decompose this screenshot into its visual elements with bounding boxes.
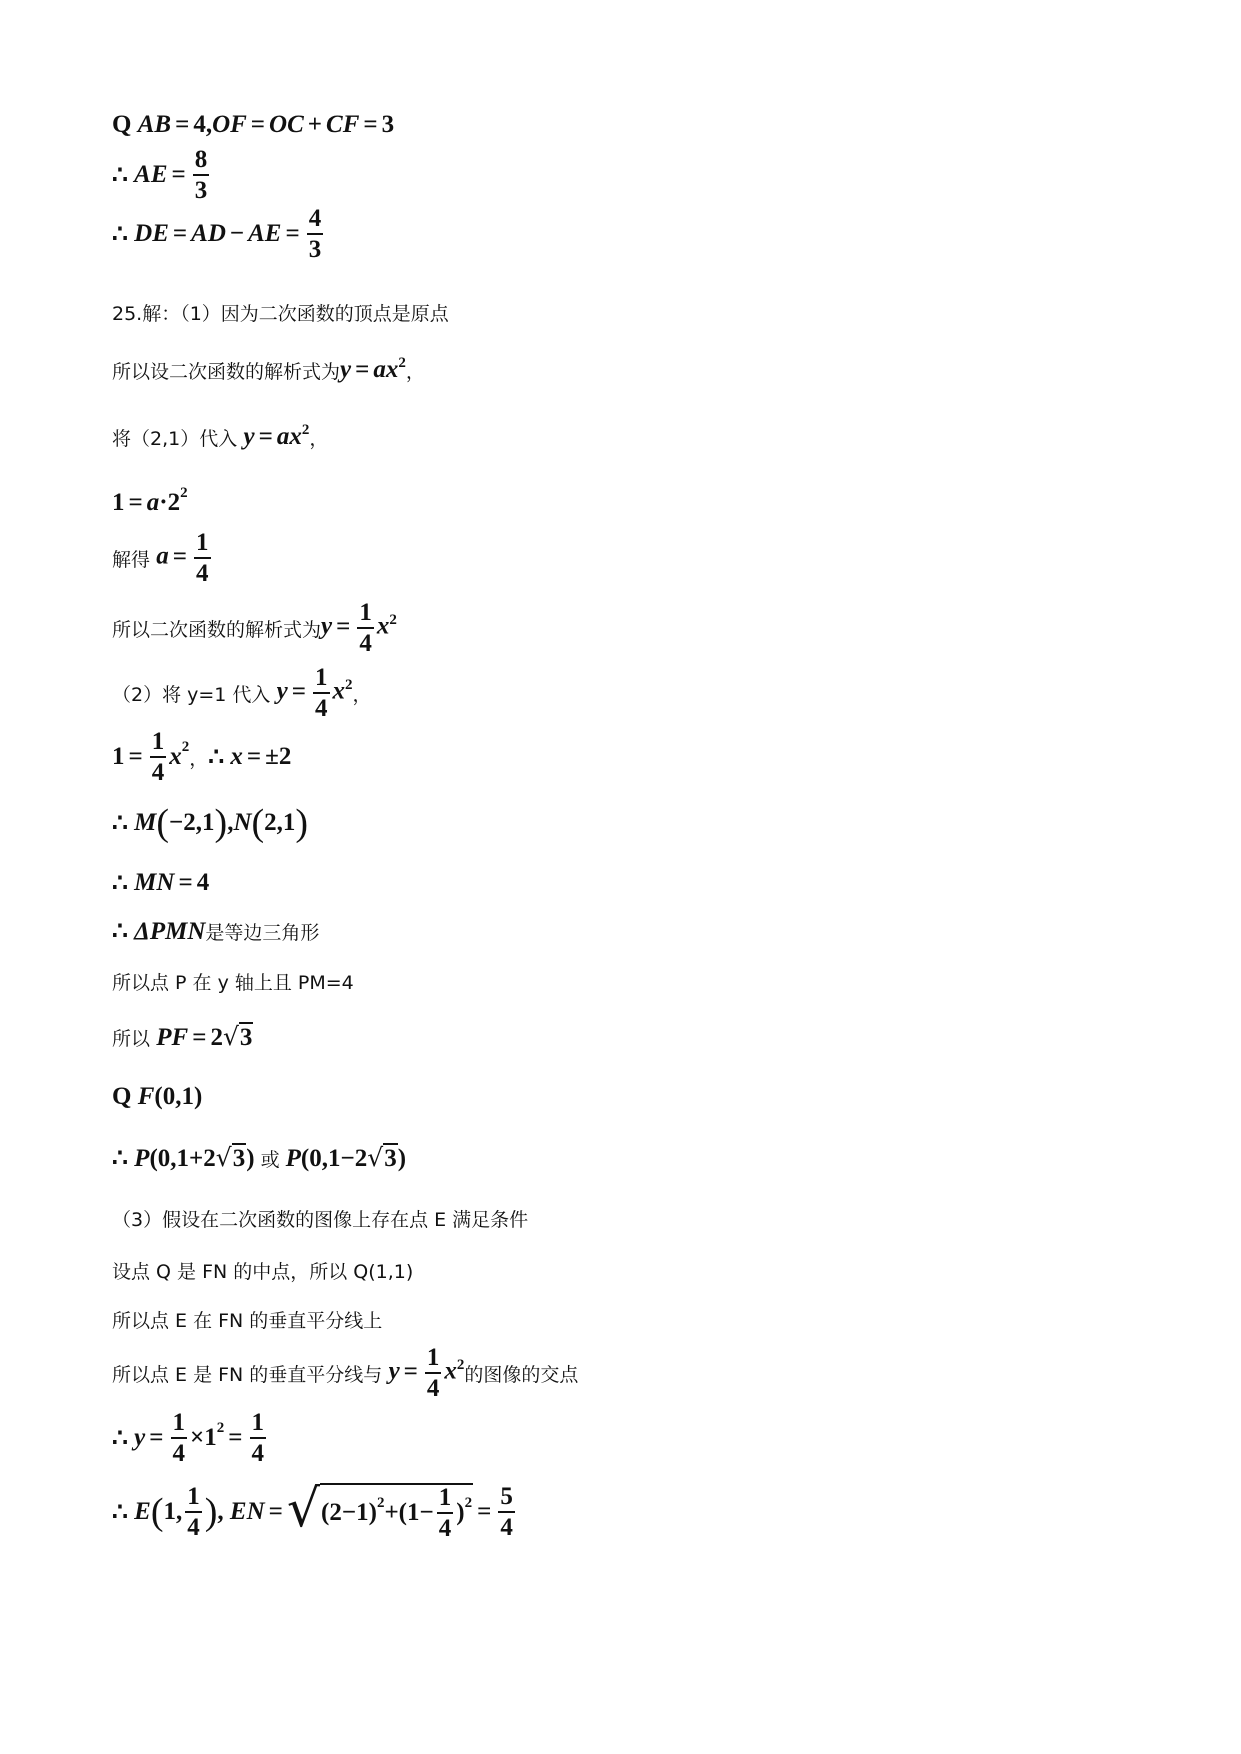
paren: ) [397, 1145, 407, 1172]
numerator: 5 [498, 1484, 515, 1513]
text: 所以二次函数的解析式为 [112, 618, 322, 641]
math-num: (2−1) [321, 1499, 377, 1526]
math-var: PF [156, 1024, 189, 1051]
solution-line-15 [112, 951, 354, 1011]
therefore-symbol: ∴ [112, 1425, 128, 1452]
math-op: = [250, 111, 266, 138]
because-symbol: Q [112, 111, 132, 138]
paren: ) [456, 1499, 465, 1526]
math-var: y [243, 423, 255, 450]
denominator: 4 [426, 1375, 440, 1402]
math-op: = [128, 743, 143, 770]
therefore-symbol: ∴ [112, 221, 128, 248]
solution-line-11 [112, 727, 291, 787]
math-var: P [134, 1145, 150, 1172]
fraction [250, 1410, 267, 1466]
math-op: , [227, 809, 234, 836]
denominator: 4 [196, 560, 209, 587]
math-op: = [291, 677, 307, 705]
math-num: 2,1 [264, 809, 296, 836]
math-num: (0,1) [154, 1083, 203, 1110]
math-op: = [128, 489, 143, 516]
math-var: AD [191, 220, 226, 247]
solution-line-23 [112, 1408, 269, 1468]
fraction [425, 1345, 442, 1401]
paren: ( [251, 802, 265, 844]
exponent: 2 [301, 422, 310, 438]
math-num: (0,1+2 [149, 1145, 216, 1172]
math-var: x [169, 743, 182, 770]
solution-line-6 [112, 407, 328, 467]
square-root [216, 1143, 246, 1173]
solution-line-18 [112, 1128, 406, 1188]
math-num: 2 [167, 489, 181, 516]
solution-line-22 [112, 1343, 578, 1403]
numerator: 8 [193, 147, 210, 176]
math-var: y [134, 1424, 146, 1451]
solution-line-3 [112, 204, 326, 264]
numerator: 1 [194, 530, 211, 559]
denominator: 4 [500, 1514, 513, 1541]
denominator: 4 [151, 759, 165, 786]
text: （3）假设在二次函数的图像上存在点 E 满足条件 [112, 1208, 529, 1231]
radicand: 3 [232, 1145, 246, 1172]
denominator: 4 [359, 630, 372, 657]
radicand: 3 [239, 1024, 253, 1051]
text: ， [405, 360, 425, 383]
text: （2）将 y=1 代入 [112, 683, 271, 706]
math-var: EN [229, 1498, 265, 1525]
math-num: 1 [112, 743, 125, 770]
text: 设点 Q 是 FN 的中点，所以 Q(1,1) [112, 1260, 414, 1283]
denominator: 4 [438, 1515, 452, 1542]
solution-line-2 [112, 145, 212, 205]
math-var: x [376, 612, 390, 640]
text: 所以 [112, 1027, 151, 1050]
fraction [307, 206, 324, 262]
math-var: F [137, 1083, 155, 1110]
text: 是等边三角形 [205, 921, 320, 944]
numerator: 1 [357, 600, 374, 629]
paren: ) [214, 802, 228, 844]
numerator: 4 [307, 206, 324, 235]
math-op: = [228, 1424, 243, 1451]
math-op: = [285, 220, 300, 247]
fraction [498, 1484, 515, 1540]
math-var: y [276, 677, 288, 705]
square-root [223, 1022, 253, 1052]
denominator: 4 [251, 1440, 265, 1467]
math-op: = [355, 356, 370, 383]
numerator: 1 [150, 729, 167, 758]
text: 将（2,1）代入 [112, 427, 238, 450]
therefore-symbol: ∴ [112, 810, 128, 837]
text: 所以点 P 在 y 轴上且 PM=4 [112, 971, 354, 994]
text: ， [352, 683, 372, 706]
math-op: = [149, 1424, 164, 1451]
numerator: 1 [437, 1485, 454, 1514]
math-op: + [307, 111, 323, 138]
text: ， [309, 427, 329, 450]
therefore-symbol: ∴ [112, 1499, 128, 1526]
math-var: ax [373, 356, 399, 383]
paren: ( [150, 1491, 164, 1533]
math-op: = [246, 743, 262, 770]
solution-line-9 [112, 598, 397, 658]
solution-line-17 [112, 1067, 202, 1127]
math-num: 1 [112, 489, 125, 516]
solution-line-24 [112, 1479, 518, 1542]
math-op: = [172, 220, 188, 247]
math-num: +(1− [384, 1499, 434, 1526]
exponent: 2 [456, 1356, 465, 1373]
radicand [320, 1483, 473, 1541]
exponent: 2 [376, 1494, 385, 1511]
exponent: 2 [181, 738, 190, 755]
therefore-symbol: ∴ [112, 1145, 128, 1172]
numerator: 1 [313, 665, 330, 694]
math-var: AE [248, 220, 282, 247]
radical-sign: √ [215, 1143, 232, 1172]
math-var: M [134, 809, 157, 836]
math-var: ax [276, 423, 302, 450]
solution-line-10 [112, 663, 372, 723]
math-op: = [268, 1498, 283, 1525]
fraction [185, 1484, 202, 1540]
math-op: = [363, 111, 378, 138]
math-var: AB [137, 111, 172, 138]
therefore-symbol: ∴ [112, 870, 128, 897]
fraction [193, 147, 210, 203]
because-symbol: Q [112, 1083, 132, 1110]
solution-line-5 [112, 340, 425, 400]
denominator: 3 [194, 177, 208, 204]
therefore-symbol: ∴ [112, 918, 128, 945]
math-op: = [477, 1498, 492, 1525]
math-var: x [444, 1357, 457, 1385]
square-root [367, 1143, 397, 1173]
solution-line-19 [112, 1188, 528, 1248]
solution-line-7 [112, 473, 188, 533]
exponent: 2 [216, 1419, 225, 1436]
fraction [194, 530, 211, 586]
exponent: 2 [398, 355, 406, 371]
math-num: 4 [196, 869, 210, 896]
math-var: N [233, 809, 252, 836]
math-num: (0,1−2 [300, 1145, 368, 1172]
numerator: 1 [425, 1345, 442, 1374]
math-var: a [146, 489, 160, 516]
denominator: 4 [172, 1440, 186, 1467]
math-op: = [172, 542, 188, 570]
paren: ) [204, 1491, 218, 1533]
math-var: AE [134, 161, 168, 188]
math-op: = [258, 423, 273, 450]
exponent: 2 [180, 484, 188, 501]
numerator: 1 [171, 1410, 188, 1439]
math-num: 2 [210, 1024, 223, 1051]
denominator: 4 [187, 1514, 200, 1541]
radical-sign: √ [367, 1143, 384, 1172]
math-op: · [159, 489, 168, 516]
math-var: MN [134, 869, 175, 896]
math-num: ×1 [190, 1424, 217, 1451]
math-op: = [192, 1024, 207, 1051]
radical-sign: √ [286, 1479, 321, 1539]
math-num: 3 [381, 111, 395, 138]
math-op: = [175, 111, 190, 138]
therefore-symbol: ∴ [112, 162, 128, 189]
denominator: 4 [315, 695, 328, 722]
paren: ) [295, 802, 309, 844]
math-var: DE [134, 220, 169, 247]
math-var: a [156, 542, 169, 570]
numerator: 1 [250, 1410, 267, 1439]
square-root [286, 1479, 473, 1542]
math-num: ±2 [265, 743, 292, 770]
fraction [150, 729, 167, 785]
fraction [437, 1485, 454, 1541]
math-op: = [336, 612, 351, 640]
text: 25.解：（1）因为二次函数的顶点是原点 [112, 302, 449, 325]
math-var: y [321, 612, 333, 640]
numerator: 1 [185, 1484, 202, 1513]
math-op: = [403, 1357, 418, 1385]
exponent: 2 [389, 611, 397, 628]
therefore-symbol: ∴ [208, 744, 225, 771]
fraction [357, 600, 374, 656]
problem-25-heading [112, 282, 449, 342]
solution-line-12 [112, 793, 308, 853]
math-var: y [340, 356, 352, 383]
text: 的图像的交点 [464, 1363, 579, 1386]
math-num: 4, [193, 111, 213, 138]
fraction [171, 1410, 188, 1466]
math-var: x [332, 677, 346, 705]
math-var: P [285, 1145, 301, 1172]
text: 所以设二次函数的解析式为 [112, 360, 341, 383]
radical-sign: √ [222, 1022, 239, 1051]
exponent: 2 [345, 676, 353, 693]
math-op: = [171, 161, 186, 188]
text: 解得 [112, 548, 151, 571]
fraction [313, 665, 330, 721]
text: 或 [260, 1148, 280, 1171]
math-var: OC [269, 111, 304, 138]
text: 所以点 E 是 FN 的垂直平分线与 [112, 1363, 383, 1386]
radicand: 3 [384, 1145, 397, 1172]
exponent: 2 [464, 1494, 473, 1511]
math-var: x [230, 743, 243, 770]
solution-line-21 [112, 1289, 382, 1349]
paren: ) [246, 1145, 255, 1172]
text: 所以点 E 在 FN 的垂直平分线上 [112, 1309, 383, 1332]
math-var: E [134, 1498, 151, 1525]
paren: ( [156, 802, 170, 844]
math-num: −2,1 [169, 809, 215, 836]
math-num: 1, [163, 1498, 183, 1525]
math-op: = [178, 869, 193, 896]
solution-line-16 [112, 1007, 253, 1067]
solution-line-8 [112, 528, 214, 588]
math-op: − [229, 220, 245, 247]
denominator: 3 [308, 236, 322, 263]
math-var: ΔPMN [134, 918, 206, 945]
math-op: , [217, 1498, 224, 1525]
math-var: OF [212, 111, 247, 138]
math-var: CF [326, 111, 360, 138]
text: ， [189, 747, 209, 770]
math-var: y [388, 1357, 400, 1385]
